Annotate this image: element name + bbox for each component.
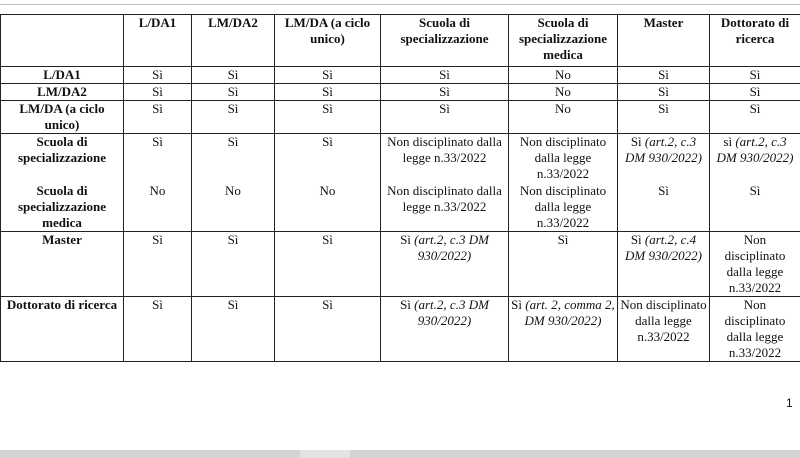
table-cell bbox=[381, 232, 509, 297]
table-cell bbox=[192, 232, 275, 297]
col-header-scuola-specializzazione-medica: Scuola di specializzazione medica bbox=[509, 15, 618, 67]
cell-value: Sì bbox=[322, 84, 333, 99]
table-cell bbox=[509, 84, 618, 101]
table-cell bbox=[381, 134, 509, 183]
table-cell bbox=[381, 101, 509, 134]
table-cell bbox=[275, 183, 381, 232]
table-row-scuola-specializzazione-medica bbox=[1, 183, 800, 232]
page-number: 1 bbox=[786, 396, 793, 410]
table-cell bbox=[509, 183, 618, 232]
cell-value: Sì bbox=[227, 67, 239, 82]
table-cell bbox=[710, 84, 800, 101]
table-cell bbox=[381, 84, 509, 101]
cell-value: Sì bbox=[400, 297, 411, 312]
cell-value: Non disciplinato dalla legge n.33/2022 bbox=[724, 232, 786, 295]
cell-value: sì bbox=[723, 134, 733, 149]
table-cell bbox=[710, 232, 800, 297]
table-row-lmda2 bbox=[1, 84, 800, 101]
scrollbar-segment bbox=[350, 450, 800, 458]
cell-value: Sì bbox=[439, 84, 450, 99]
table-cell bbox=[618, 232, 710, 297]
cell-value: Sì bbox=[658, 84, 669, 99]
table-cell bbox=[124, 183, 192, 232]
table-cell bbox=[509, 232, 618, 297]
table-cell bbox=[124, 297, 192, 362]
cell-value: No bbox=[555, 67, 571, 82]
cell-value: Sì bbox=[152, 84, 163, 99]
cell-value: Sì bbox=[322, 232, 333, 247]
cell-value: Sì bbox=[322, 297, 333, 312]
table-row-dottorato bbox=[1, 297, 800, 362]
cell-value: Sì bbox=[749, 182, 761, 198]
row-header-scuola-specializzazione: Scuola di specializzazione bbox=[1, 134, 124, 183]
table-cell bbox=[618, 84, 710, 101]
table-cell bbox=[381, 297, 509, 362]
row-header-dottorato: Dottorato di ricerca bbox=[1, 297, 124, 362]
table-cell bbox=[710, 297, 800, 362]
cell-value: Non disciplinato dalla legge n.33/2022 bbox=[519, 182, 607, 230]
table-cell bbox=[618, 297, 710, 362]
table-cell bbox=[192, 134, 275, 183]
cell-value: Sì bbox=[658, 67, 669, 82]
col-header-master: Master bbox=[618, 15, 710, 67]
table-cell bbox=[618, 101, 710, 134]
cell-value: Sì bbox=[152, 101, 163, 116]
table-cell bbox=[509, 134, 618, 183]
scrollbar-segment bbox=[0, 450, 300, 458]
cut-off-header-line bbox=[0, 0, 800, 5]
cell-value: Sì bbox=[322, 134, 333, 149]
table-cell bbox=[710, 101, 800, 134]
table-row-lmda-ciclo-unico bbox=[1, 101, 800, 134]
table-cell bbox=[275, 232, 381, 297]
cell-value: Sì bbox=[152, 67, 163, 82]
table-cell bbox=[275, 134, 381, 183]
cell-value: Sì bbox=[749, 84, 761, 99]
table-cell bbox=[275, 84, 381, 101]
cell-value: Sì bbox=[227, 84, 239, 99]
col-header-dottorato: Dottorato di ricerca bbox=[710, 15, 800, 67]
table-cell bbox=[509, 67, 618, 84]
table-cell bbox=[124, 67, 192, 84]
col-header-lmda2: LM/DA2 bbox=[192, 15, 275, 67]
row-header-scuola-specializzazione-medica: Scuola di specializzazione medica bbox=[1, 183, 124, 232]
compatibility-table bbox=[0, 14, 800, 362]
cell-value: Non disciplinato dalla legge n.33/2022 bbox=[519, 134, 607, 181]
cell-value: Non disciplinato dalla legge n.33/2022 bbox=[724, 297, 786, 360]
table-cell bbox=[618, 134, 710, 183]
table-row-lda1 bbox=[1, 67, 800, 84]
col-header-lda1: L/DA1 bbox=[124, 15, 192, 67]
col-header-lmda-ciclo-unico: LM/DA (a ciclo unico) bbox=[275, 15, 381, 67]
cell-value: Sì bbox=[557, 232, 569, 247]
table-cell bbox=[192, 297, 275, 362]
cell-value: Sì bbox=[227, 232, 239, 247]
cell-reference-note: (art.2, c.3 DM 930/2022) bbox=[414, 297, 489, 328]
table-cell bbox=[275, 297, 381, 362]
table-cell bbox=[124, 84, 192, 101]
cell-value: Sì bbox=[439, 101, 450, 116]
table-cell bbox=[710, 134, 800, 183]
row-header-lmda-ciclo-unico: LM/DA (a ciclo unico) bbox=[1, 101, 124, 134]
table-cell bbox=[124, 134, 192, 183]
row-header-lda1: L/DA1 bbox=[1, 67, 124, 84]
cell-value: Sì bbox=[227, 297, 239, 312]
cell-value: Sì bbox=[749, 67, 761, 82]
cell-value: No bbox=[149, 182, 166, 198]
cell-value: Sì bbox=[400, 232, 411, 247]
row-header-lmda2: LM/DA2 bbox=[1, 84, 124, 101]
cell-value: Non disciplinato dalla legge n.33/2022 bbox=[620, 297, 707, 344]
cell-value: Sì bbox=[322, 67, 333, 82]
cell-value: Sì bbox=[227, 101, 239, 116]
cell-reference-note: (art.2, c.4 DM 930/2022) bbox=[625, 232, 702, 263]
cell-value: Sì bbox=[439, 67, 450, 82]
table-cell bbox=[275, 67, 381, 84]
table-row-scuola-specializzazione bbox=[1, 134, 800, 183]
cell-value: Sì bbox=[152, 134, 163, 149]
table-cell bbox=[192, 67, 275, 84]
cell-value: Non disciplinato dalla legge n.33/2022 bbox=[387, 182, 502, 214]
table-cell bbox=[381, 183, 509, 232]
cell-value: Sì bbox=[630, 134, 642, 149]
table-header-row bbox=[1, 15, 800, 67]
table-cell bbox=[509, 297, 618, 362]
table-row-master bbox=[1, 232, 800, 297]
table-cell bbox=[124, 101, 192, 134]
cell-value: No bbox=[319, 182, 336, 198]
table-cell bbox=[275, 101, 381, 134]
cell-value: Sì bbox=[511, 297, 523, 312]
col-header-scuola-specializzazione: Scuola di specializzazione bbox=[381, 15, 509, 67]
table-cell bbox=[381, 67, 509, 84]
corner-cell bbox=[1, 15, 124, 67]
cell-value: Sì bbox=[658, 182, 669, 198]
cell-value: Sì bbox=[227, 134, 239, 149]
cell-value: Sì bbox=[152, 297, 163, 312]
table-cell bbox=[710, 183, 800, 232]
cell-value: No bbox=[555, 101, 571, 116]
cell-reference-note: (art.2, c.3 DM 930/2022) bbox=[414, 232, 489, 263]
table-cell bbox=[192, 183, 275, 232]
table-cell bbox=[192, 84, 275, 101]
cell-value: No bbox=[225, 182, 241, 198]
table-cell bbox=[710, 67, 800, 84]
table-cell bbox=[618, 67, 710, 84]
cell-reference-note: (art. 2, comma 2, DM 930/2022) bbox=[524, 297, 615, 328]
row-header-master: Master bbox=[1, 232, 124, 297]
cell-value: Sì bbox=[630, 232, 642, 247]
cell-value: Sì bbox=[152, 232, 163, 247]
cell-value: Sì bbox=[658, 101, 669, 116]
cell-reference-note: (art.2, c.3 DM 930/2022) bbox=[625, 134, 702, 165]
table-cell bbox=[124, 232, 192, 297]
cell-value: Sì bbox=[749, 101, 761, 116]
cell-value: Non disciplinato dalla legge n.33/2022 bbox=[387, 134, 502, 165]
table-cell bbox=[192, 101, 275, 134]
cell-value: No bbox=[555, 84, 571, 99]
cell-value: Sì bbox=[322, 101, 333, 116]
cell-reference-note: (art.2, c.3 DM 930/2022) bbox=[716, 134, 794, 165]
table-cell bbox=[618, 183, 710, 232]
table-cell bbox=[509, 101, 618, 134]
bottom-scrollbar-strip bbox=[0, 450, 800, 458]
